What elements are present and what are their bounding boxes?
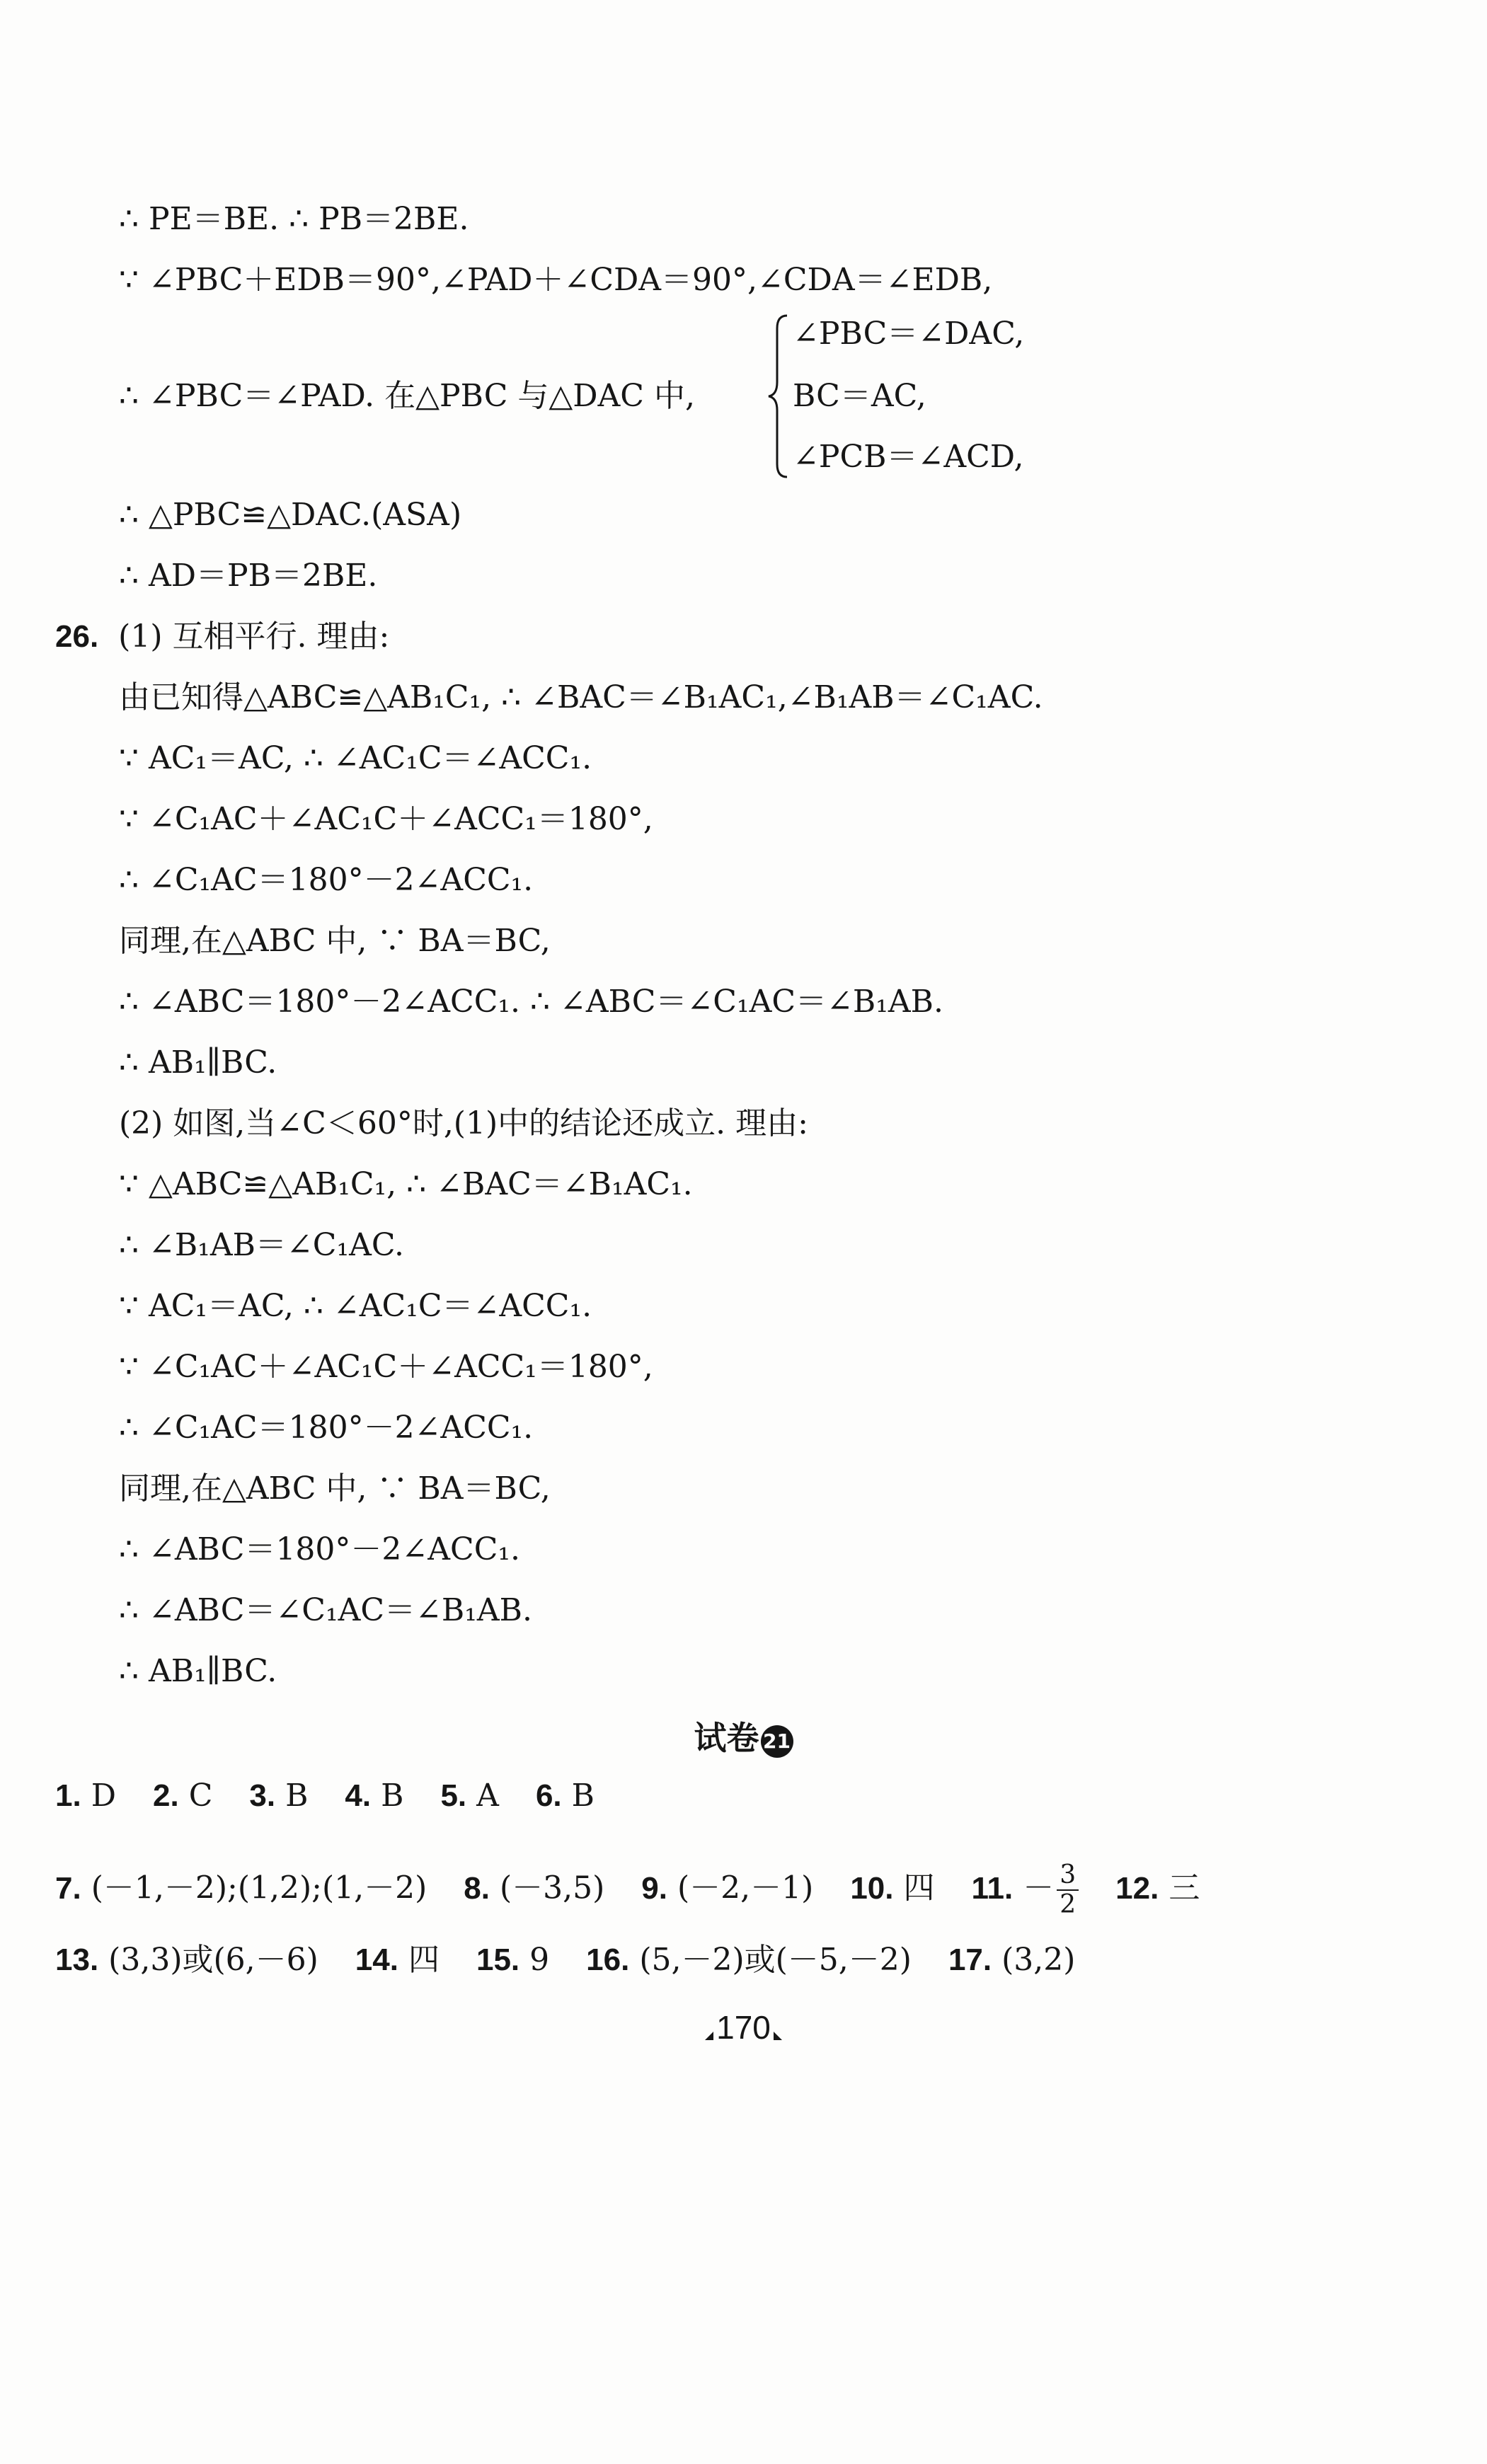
answer-number: 15. (476, 1942, 520, 1977)
proof-line: ∵ ∠PBC＋EDB＝90°,∠PAD＋∠CDA＝90°,∠CDA＝∠EDB, (119, 262, 993, 298)
answer-row-2 (55, 1861, 1200, 1919)
corner-mark-icon (774, 2032, 782, 2040)
answer-number: 11. (971, 1870, 1014, 1906)
question-26-header (55, 617, 389, 657)
answer-number: 9. (641, 1870, 667, 1906)
page-number (0, 2008, 1487, 2046)
proof-line: ∴ AB₁∥BC. (119, 1653, 277, 1689)
fraction (1057, 1861, 1079, 1919)
proof-line: ∵ ∠C₁AC＋∠AC₁C＋∠ACC₁＝180°, (119, 801, 653, 837)
answer-value: (5,－2)或(－5,－2) (639, 1942, 912, 1978)
answer-value: (－3,5) (499, 1870, 605, 1906)
answer-value: 9 (529, 1942, 550, 1978)
answer-number: 10. (850, 1870, 894, 1906)
brace-system (764, 311, 1118, 481)
answer-number: 5. (440, 1778, 467, 1813)
answer-value: 四 (903, 1870, 935, 1906)
answer-value: 三 (1169, 1870, 1200, 1906)
proof-line: ∴ ∠ABC＝∠C₁AC＝∠B₁AB. (119, 1592, 532, 1628)
answer-number: 6. (535, 1778, 562, 1813)
answer-number: 12. (1115, 1870, 1159, 1906)
corner-mark-icon (705, 2032, 713, 2040)
answer-row-1 (55, 1776, 595, 1816)
proof-line: ∴ ∠B₁AB＝∠C₁AC. (119, 1227, 404, 1263)
page-number-text: 170 (716, 2009, 771, 2046)
answer-number: 8. (464, 1870, 490, 1906)
section-title: 试卷 (694, 1719, 759, 1757)
proof-line: ∴ ∠C₁AC＝180°－2∠ACC₁. (119, 1410, 534, 1446)
section-badge: 21 (761, 1725, 793, 1758)
answer-value: B (571, 1778, 595, 1814)
proof-line: ∴ △PBC≌△DAC.(ASA) (119, 497, 462, 533)
answer-number: 7. (55, 1870, 81, 1906)
answer-value: B (285, 1778, 309, 1814)
answer-number: 17. (948, 1942, 992, 1977)
proof-line: 由已知得△ABC≌△AB₁C₁, ∴ ∠BAC＝∠B₁AC₁,∠B₁AB＝∠C₁AC. (119, 679, 1043, 715)
answer-value: (－1,－2);(1,2);(1,－2) (91, 1870, 427, 1906)
answer-number: 1. (55, 1778, 81, 1813)
answer-number: 2. (152, 1778, 179, 1813)
question-part: (1) 互相平行. 理由: (118, 618, 390, 655)
section-heading (0, 1712, 1487, 1759)
proof-line: ∴ AB₁∥BC. (119, 1044, 277, 1081)
proof-line: ∴ ∠PBC＝∠PAD. 在△PBC 与△DAC 中, (119, 378, 695, 414)
answer-value: － (1023, 1870, 1055, 1906)
answer-value: D (91, 1778, 116, 1814)
brace-item: ∠PBC＝∠DAC, (793, 316, 1025, 352)
proof-line: ∴ ∠C₁AC＝180°－2∠ACC₁. (119, 862, 534, 898)
answer-number: 16. (586, 1942, 630, 1977)
fraction-denominator: 2 (1060, 1890, 1077, 1919)
proof-line: ∴ PE＝BE. ∴ PB＝2BE. (119, 201, 469, 237)
answer-number: 13. (55, 1942, 99, 1977)
brace-item: ∠PCB＝∠ACD, (793, 439, 1024, 475)
proof-line: ∵ △ABC≌△AB₁C₁, ∴ ∠BAC＝∠B₁AC₁. (119, 1166, 693, 1202)
answer-value: (3,2) (1001, 1942, 1076, 1978)
brace-item: BC＝AC, (793, 378, 926, 414)
proof-line: ∵ ∠C₁AC＋∠AC₁C＋∠ACC₁＝180°, (119, 1349, 653, 1385)
answer-value: (3,3)或(6,－6) (108, 1942, 318, 1978)
proof-line: 同理,在△ABC 中, ∵ BA＝BC, (119, 923, 551, 959)
question-number: 26. (55, 619, 99, 654)
proof-line: ∴ AD＝PB＝2BE. (119, 558, 378, 594)
answer-value: C (188, 1778, 213, 1814)
answer-value: A (476, 1778, 499, 1814)
proof-line: (2) 如图,当∠C＜60°时,(1)中的结论还成立. 理由: (119, 1105, 808, 1141)
proof-line: 同理,在△ABC 中, ∵ BA＝BC, (119, 1470, 551, 1507)
proof-line: ∴ ∠ABC＝180°－2∠ACC₁. (119, 1531, 521, 1567)
answer-row-3 (55, 1940, 1075, 1980)
answer-value: (－2,－1) (677, 1870, 814, 1906)
answer-number: 4. (345, 1778, 372, 1813)
brace-icon (764, 311, 793, 481)
proof-line: ∴ ∠ABC＝180°－2∠ACC₁. ∴ ∠ABC＝∠C₁AC＝∠B₁AB. (119, 984, 943, 1020)
fraction-numerator: 3 (1057, 1861, 1079, 1891)
answer-number: 14. (355, 1942, 398, 1977)
answer-value: B (381, 1778, 404, 1814)
answer-value: 四 (408, 1942, 440, 1978)
proof-line: ∵ AC₁＝AC, ∴ ∠AC₁C＝∠ACC₁. (119, 740, 592, 776)
proof-line: ∵ AC₁＝AC, ∴ ∠AC₁C＝∠ACC₁. (119, 1288, 592, 1324)
answer-number: 3. (249, 1778, 276, 1813)
